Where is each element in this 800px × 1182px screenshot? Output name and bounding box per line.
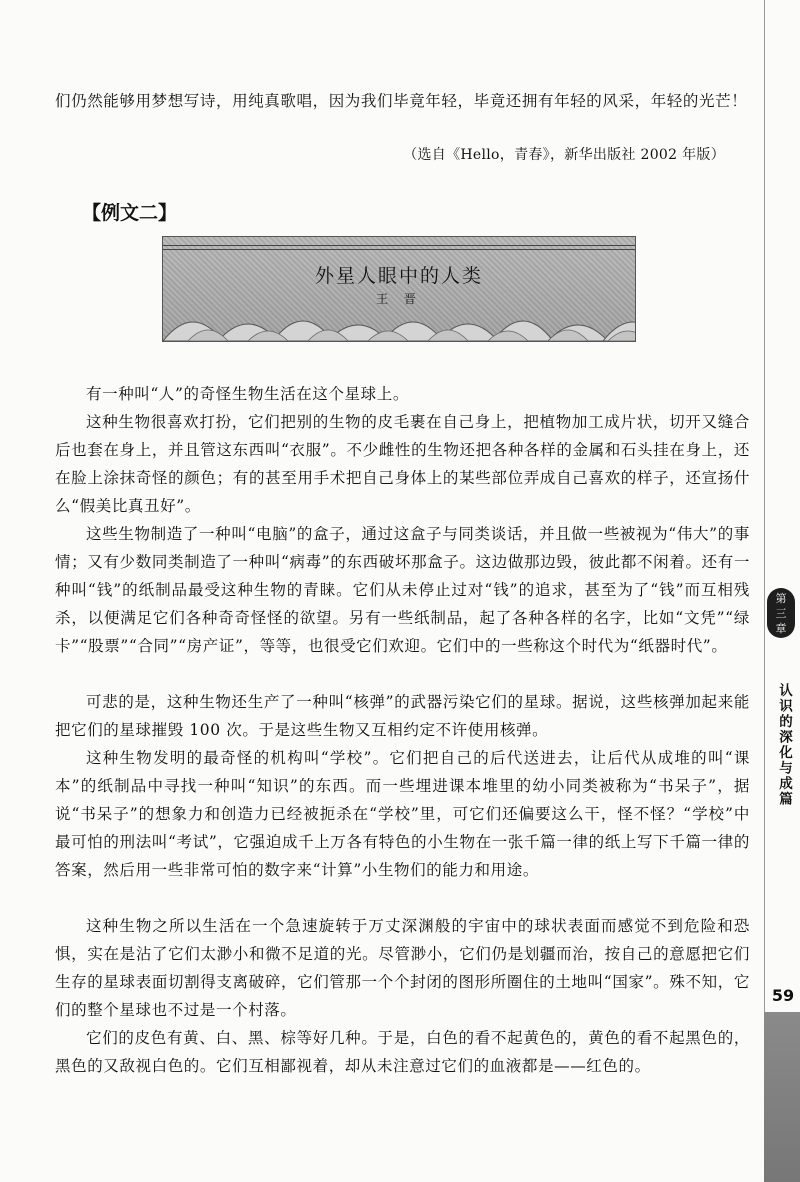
example-label: 【例文二】 [82,202,178,224]
continued-paragraph: 们仍然能够用梦想写诗，用纯真歌唱，因为我们毕竟年轻，毕竟还拥有年轻的风采，年轻的光芒！ [55,92,748,110]
source-note: （选自《Hello，青春》，新华出版社 2002 年版） [403,147,725,163]
chapter-char: 第 [775,591,787,605]
article-author: 王 晋 [376,292,422,306]
chapter-char: 三 [775,606,787,620]
banner-top-rule [163,245,635,246]
article-title: 外星人眼中的人类 [314,265,483,287]
page-number: 59 [771,986,795,1005]
body-paragraph: 这种生物发明的最奇怪的机构叫“学校”。它们把自己的后代送进去，让后代从成堆的叫“课本”的纸制品中寻找一种叫“知识”的东西。而一些埋进课本堆里的幼小同类被称为“书呆子”，据说“书呆子”的想象力和创造力已经被扼杀在“学校”里，可它们还偏要这么干，怪不怪？“学校”中最可怕的刑法叫“考试”，它强迫成千上万各有特色的小生物在一张千篇一律的纸上写下千篇一律的答案，然后用一些非常可怕的数字来“计算”小生物们的能力和用途。 [55,749,750,879]
body-paragraph: 这些生物制造了一种叫“电脑”的盒子，通过这盒子与同类谈话，并且做一些被视为“伟大”的事情；又有少数同类制造了一种叫“病毒”的东西破坏那盒子。这边做那边毁，彼此都不闲着。还有一种叫“钱”的纸制品最受这种生物的青睐。它们从未停止过对“钱”的追求，甚至为了“钱”而互相残杀，以便满足它们各种奇奇怪怪的欲望。另有一些纸制品，起了各种各样的名字，比如“文凭”“绿卡”“股票”“合同”“房产证”，等等，也很受它们欢迎。它们中的一些称这个时代为“纸器时代”。 [55,525,750,655]
body-paragraph: 有一种叫“人”的奇怪生物生活在这个星球上。 [86,385,409,403]
margin-shade [764,1012,800,1182]
body-paragraph: 这种生物很喜欢打扮，它们把别的生物的皮毛裹在自己身上，把植物加工成片状，切开又缝合后也套在身上，并且管这东西叫“衣服”。不少雌性的生物还把各种各样的金属和石头挂在身上，还在脸上涂抹奇怪的颜色；有的甚至用手术把自己身体上的某些部位弄成自己喜欢的样子，还宣扬什么“假美比真丑好”。 [55,413,750,515]
chapter-title: 认识的深化与成篇 [776,683,792,807]
chapter-char: 章 [775,621,787,635]
margin-rule [764,0,765,1182]
body-paragraph: 这种生物之所以生活在一个急速旋转于万丈深渊般的宇宙中的球状表面而感觉不到危险和恐惧，实在是沾了它们太渺小和微不足道的光。尽管渺小，它们仍是划疆而治，按自己的意愿把它们生存的星球表面切割得支离破碎，它们管那一个个封闭的图形所圈住的土地叫“国家”。殊不知，它们的整个星球也不过是一个村落。 [55,917,750,1019]
chapter-badge [767,588,795,638]
banner-top-rule-inner [163,249,635,250]
body-paragraph: 可悲的是，这种生物还生产了一种叫“核弹”的武器污染它们的星球。据说，这些核弹加起来能把它们的星球摧毁 100 次。于是这些生物又互相约定不许使用核弹。 [55,693,750,739]
body-paragraph: 它们的皮色有黄、白、黑、棕等好几种。于是，白色的看不起黄色的，黄色的看不起黑色的，黑色的又敌视白色的。它们互相鄙视着，却从未注意过它们的血液都是——红色的。 [55,1029,750,1075]
article-title-banner [162,236,636,342]
